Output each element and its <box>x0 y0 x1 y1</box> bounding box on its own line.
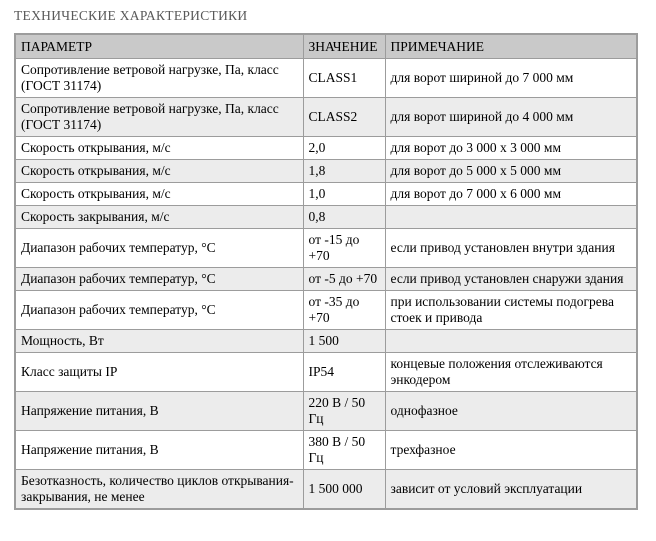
note-cell: для ворот до 7 000 x 6 000 мм <box>385 183 637 206</box>
value-cell: от -35 до +70 <box>303 291 385 330</box>
table-row <box>15 268 637 291</box>
table-row <box>15 160 637 183</box>
value-cell: от -5 до +70 <box>303 268 385 291</box>
specs-table-body <box>15 59 637 510</box>
param-cell: Класс защиты IP <box>15 353 303 392</box>
note-cell <box>385 330 637 353</box>
value-cell: CLASS1 <box>303 59 385 98</box>
specs-table-header <box>15 34 637 59</box>
value-cell: 0,8 <box>303 206 385 229</box>
table-row <box>15 59 637 98</box>
note-cell: концевые положения отслеживаются энкодером <box>385 353 637 392</box>
table-row <box>15 229 637 268</box>
value-cell: IP54 <box>303 353 385 392</box>
param-cell: Напряжение питания, В <box>15 392 303 431</box>
table-row <box>15 330 637 353</box>
specs-table <box>14 33 638 510</box>
table-row <box>15 137 637 160</box>
param-cell: Скорость закрывания, м/с <box>15 206 303 229</box>
value-cell: 1,8 <box>303 160 385 183</box>
page-title: ТЕХНИЧЕСКИЕ ХАРАКТЕРИСТИКИ <box>14 8 248 23</box>
header-cell-note: ПРИМЕЧАНИЕ <box>385 34 637 59</box>
param-cell: Диапазон рабочих температур, °С <box>15 229 303 268</box>
param-cell: Скорость открывания, м/с <box>15 183 303 206</box>
note-cell: для ворот шириной до 7 000 мм <box>385 59 637 98</box>
note-cell: для ворот шириной до 4 000 мм <box>385 98 637 137</box>
note-cell <box>385 206 637 229</box>
table-row <box>15 470 637 510</box>
value-cell: 1 500 000 <box>303 470 385 510</box>
value-cell: 1 500 <box>303 330 385 353</box>
note-cell: для ворот до 5 000 x 5 000 мм <box>385 160 637 183</box>
note-cell: зависит от условий эксплуатации <box>385 470 637 510</box>
param-cell: Диапазон рабочих температур, °С <box>15 291 303 330</box>
note-cell: если привод установлен внутри здания <box>385 229 637 268</box>
value-cell: 1,0 <box>303 183 385 206</box>
table-row <box>15 183 637 206</box>
value-cell: 220 В / 50 Гц <box>303 392 385 431</box>
note-cell: трехфазное <box>385 431 637 470</box>
header-cell-value: ЗНАЧЕНИЕ <box>303 34 385 59</box>
table-row <box>15 206 637 229</box>
table-row <box>15 431 637 470</box>
header-row <box>15 34 637 59</box>
param-cell: Скорость открывания, м/с <box>15 137 303 160</box>
table-row <box>15 98 637 137</box>
value-cell: 2,0 <box>303 137 385 160</box>
note-cell: если привод установлен снаружи здания <box>385 268 637 291</box>
value-cell: от -15 до +70 <box>303 229 385 268</box>
param-cell: Сопротивление ветровой нагрузке, Па, класс (ГОСТ 31174) <box>15 59 303 98</box>
table-row <box>15 353 637 392</box>
param-cell: Скорость открывания, м/с <box>15 160 303 183</box>
param-cell: Безотказность, количество циклов открывания-закрывания, не менее <box>15 470 303 510</box>
param-cell: Напряжение питания, В <box>15 431 303 470</box>
note-cell: однофазное <box>385 392 637 431</box>
header-cell-parameter: ПАРАМЕТР <box>15 34 303 59</box>
value-cell: CLASS2 <box>303 98 385 137</box>
table-row <box>15 291 637 330</box>
param-cell: Мощность, Вт <box>15 330 303 353</box>
table-row <box>15 392 637 431</box>
value-cell: 380 В / 50 Гц <box>303 431 385 470</box>
note-cell: при использовании системы подогрева стоек и привода <box>385 291 637 330</box>
param-cell: Сопротивление ветровой нагрузке, Па, класс (ГОСТ 31174) <box>15 98 303 137</box>
param-cell: Диапазон рабочих температур, °С <box>15 268 303 291</box>
note-cell: для ворот до 3 000 x 3 000 мм <box>385 137 637 160</box>
